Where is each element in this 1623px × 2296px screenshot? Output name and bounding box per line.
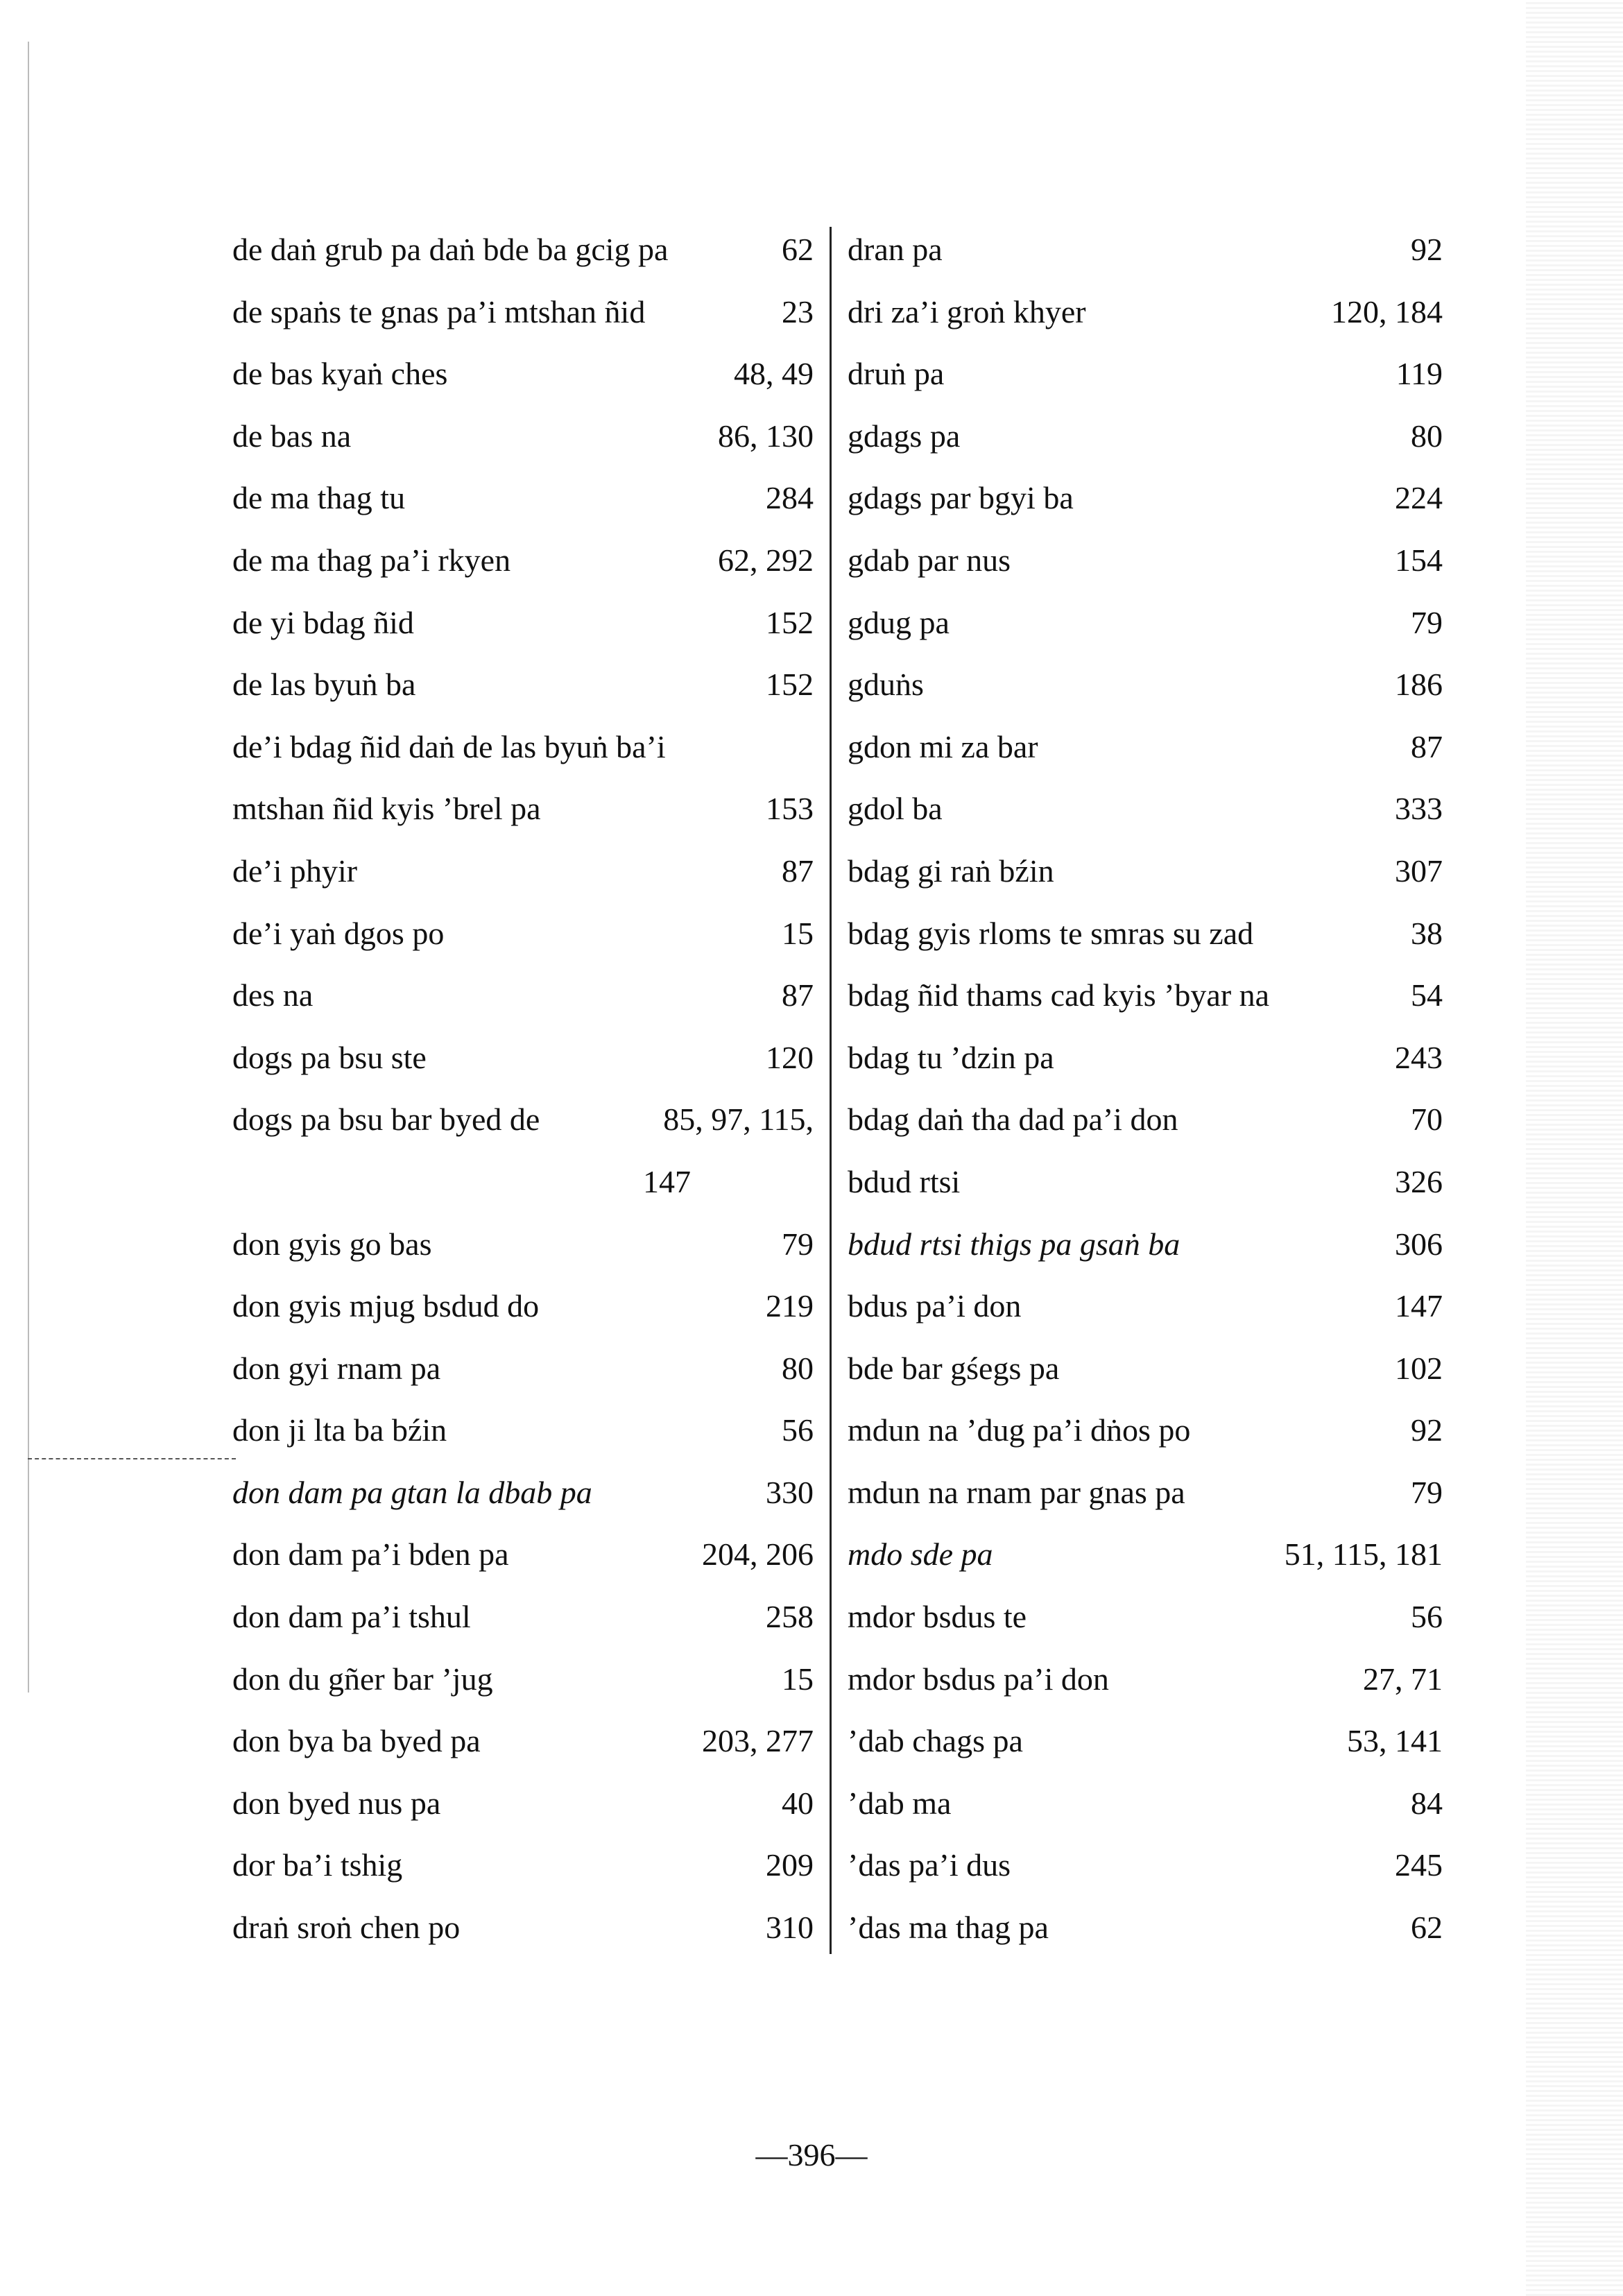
index-pages: 53, 141 <box>1347 1723 1443 1759</box>
index-term: don gyis mjug bsdud do <box>232 1288 540 1324</box>
index-entry <box>232 1275 814 1337</box>
index-entry <box>848 964 1443 1027</box>
index-pages: 326 <box>1395 1163 1443 1199</box>
index-term: mdor bsdus te <box>848 1599 1027 1635</box>
index-term: de las byuṅ ba <box>232 667 416 703</box>
index-pages: 330 <box>766 1474 814 1510</box>
index-pages: 245 <box>1395 1847 1443 1883</box>
index-term: don bya ba byed pa <box>232 1723 481 1759</box>
index-entry <box>848 592 1443 654</box>
index-entry <box>848 1710 1443 1772</box>
index-term: mtshan ñid kyis ’brel pa <box>232 791 541 827</box>
index-entry <box>232 1834 814 1896</box>
index-entry <box>848 1523 1443 1586</box>
index-entry <box>848 1027 1443 1089</box>
index-pages: 85, 97, 115, <box>663 1102 814 1138</box>
index-term: de daṅ grub pa daṅ bde ba gcig pa <box>232 232 669 267</box>
index-term: de’i phyir <box>232 853 358 889</box>
index-pages: 258 <box>766 1599 814 1635</box>
index-term: don ji lta ba bźin <box>232 1412 447 1448</box>
index-term: bdag daṅ tha dad pa’i don <box>848 1102 1178 1138</box>
index-pages: 219 <box>766 1288 814 1324</box>
index-entry <box>232 1462 814 1524</box>
index-entry <box>232 1088 814 1151</box>
index-term: de’i yaṅ dgos po <box>232 915 445 951</box>
index-term: gdab par nus <box>848 542 1011 578</box>
index-term: de ma thag tu <box>232 480 406 516</box>
index-pages: 87 <box>782 977 814 1013</box>
index-term: mdun na rnam par gnas pa <box>848 1474 1185 1510</box>
index-term: dor ba’i tshig <box>232 1847 403 1883</box>
index-entry <box>232 1151 814 1213</box>
index-pages: 54 <box>1411 977 1443 1013</box>
index-entry <box>848 467 1443 529</box>
index-pages: 186 <box>1395 667 1443 703</box>
index-entry <box>232 1399 814 1462</box>
index-entry <box>848 1088 1443 1151</box>
index-pages: 119 <box>1396 356 1443 392</box>
index-term: gduṅs <box>848 667 924 703</box>
index-entry <box>232 964 814 1027</box>
index-entry <box>848 653 1443 716</box>
index-pages: 224 <box>1395 480 1443 516</box>
index-term: ’dab chags pa <box>848 1723 1023 1759</box>
index-entry <box>232 281 814 343</box>
index-pages: 102 <box>1395 1350 1443 1386</box>
index-pages: 27, 71 <box>1363 1661 1443 1697</box>
index-pages: 56 <box>782 1412 814 1448</box>
index-pages: 62 <box>782 232 814 267</box>
index-term: ’dab ma <box>848 1785 952 1821</box>
index-term: mdun na ’dug pa’i dṅos po <box>848 1412 1191 1448</box>
index-term: de ma thag pa’i rkyen <box>232 542 511 578</box>
index-entry <box>848 405 1443 468</box>
index-term: don gyis go bas <box>232 1226 432 1262</box>
index-entry <box>848 1337 1443 1400</box>
index-pages: 284 <box>766 480 814 516</box>
index-entry <box>848 1399 1443 1462</box>
index-term: dran pa <box>848 232 943 267</box>
index-entry <box>848 716 1443 778</box>
index-entry <box>232 529 814 592</box>
index-entry <box>848 1772 1443 1835</box>
index-term: druṅ pa <box>848 356 945 392</box>
index-term: gdon mi za bar <box>848 728 1038 764</box>
index-pages: 92 <box>1411 1412 1443 1448</box>
index-entry <box>848 281 1443 343</box>
index-term: don dam pa’i tshul <box>232 1599 471 1635</box>
index-pages: 152 <box>766 667 814 703</box>
index-entry <box>232 1337 814 1400</box>
index-entry <box>232 1896 814 1959</box>
column-divider <box>830 227 832 1954</box>
index-term: bdud rtsi thigs pa gsaṅ ba <box>848 1226 1180 1262</box>
index-pages: 80 <box>782 1350 814 1386</box>
index-pages: 62 <box>1411 1910 1443 1946</box>
index-term: mdo sde pa <box>848 1536 993 1573</box>
index-pages: 154 <box>1395 542 1443 578</box>
index-entry <box>232 1648 814 1711</box>
index-pages: 333 <box>1395 791 1443 827</box>
index-entry <box>232 902 814 965</box>
index-term: don du gñer bar ’jug <box>232 1661 493 1697</box>
index-term: don dam pa’i bden pa <box>232 1536 509 1573</box>
index-term: don gyi rnam pa <box>232 1350 441 1386</box>
index-term: de spaṅs te gnas pa’i mtshan ñid <box>232 293 646 329</box>
index-term: gdol ba <box>848 791 943 827</box>
index-entry <box>232 219 814 281</box>
index-term: de bas na <box>232 418 352 454</box>
index-pages: 23 <box>782 293 814 329</box>
index-entry <box>848 1462 1443 1524</box>
index-pages: 209 <box>766 1847 814 1883</box>
index-term: de’i bdag ñid daṅ de las byuṅ ba’i <box>232 728 666 764</box>
page-number: —396— <box>755 2137 868 2173</box>
index-entry <box>232 405 814 468</box>
index-pages: 62, 292 <box>718 542 814 578</box>
index-pages: 204, 206 <box>702 1536 814 1573</box>
index-pages: 56 <box>1411 1599 1443 1635</box>
index-entry <box>232 1772 814 1835</box>
index-entry <box>848 1586 1443 1648</box>
index-entry <box>848 1834 1443 1896</box>
index-term: draṅ sroṅ chen po <box>232 1910 461 1946</box>
index-entry <box>848 529 1443 592</box>
index-pages: 40 <box>782 1785 814 1821</box>
index-entry <box>232 467 814 529</box>
index-entry <box>232 716 814 778</box>
index-entry <box>848 1275 1443 1337</box>
index-entry <box>232 840 814 902</box>
index-pages: 152 <box>766 604 814 640</box>
index-entry <box>848 219 1443 281</box>
index-pages: 87 <box>1411 728 1443 764</box>
index-term: bde bar gśegs pa <box>848 1350 1060 1386</box>
index-term: bdag gyis rloms te smras su zad <box>848 915 1254 951</box>
index-entry <box>232 1027 814 1089</box>
index-entry <box>848 343 1443 405</box>
index-pages: 203, 277 <box>702 1723 814 1759</box>
index-pages: 70 <box>1411 1102 1443 1138</box>
index-column-right <box>848 219 1443 1959</box>
index-entry <box>232 653 814 716</box>
index-pages: 86, 130 <box>718 418 814 454</box>
index-pages: 87 <box>782 853 814 889</box>
index-term: gdags pa <box>848 418 961 454</box>
index-pages: 15 <box>782 915 814 951</box>
index-entry <box>232 1213 814 1276</box>
index-entry <box>232 343 814 405</box>
index-pages: 48, 49 <box>734 356 814 392</box>
index-term: don dam pa gtan la dbab pa <box>232 1474 592 1510</box>
index-pages: 243 <box>1395 1039 1443 1075</box>
index-term: dogs pa bsu bar byed de <box>232 1102 540 1138</box>
index-term: de bas kyaṅ ches <box>232 356 448 392</box>
index-pages: 147 <box>643 1163 691 1199</box>
index-pages: 153 <box>766 791 814 827</box>
index-entry <box>232 1586 814 1648</box>
index-term: bdag gi raṅ bźin <box>848 853 1054 889</box>
index-pages: 51, 115, 181 <box>1284 1536 1443 1573</box>
index-pages: 84 <box>1411 1785 1443 1821</box>
index-term: bdud rtsi <box>848 1163 961 1199</box>
index-term: bdag tu ’dzin pa <box>848 1039 1054 1075</box>
index-term: mdor bsdus pa’i don <box>848 1661 1109 1697</box>
index-term: gdug pa <box>848 604 950 640</box>
index-term: bdag ñid thams cad kyis ’byar na <box>848 977 1270 1013</box>
index-pages: 147 <box>1395 1288 1443 1324</box>
index-pages: 15 <box>782 1661 814 1697</box>
index-pages: 306 <box>1395 1226 1443 1262</box>
index-entry <box>232 778 814 840</box>
index-term: bdus pa’i don <box>848 1288 1022 1324</box>
index-entry <box>848 840 1443 902</box>
index-pages: 79 <box>1411 604 1443 640</box>
index-entry <box>848 1213 1443 1276</box>
index-entry <box>848 1896 1443 1959</box>
index-term: ’das ma thag pa <box>848 1910 1049 1946</box>
index-term: des na <box>232 977 314 1013</box>
index-term: gdags par bgyi ba <box>848 480 1074 516</box>
index-pages: 80 <box>1411 418 1443 454</box>
scan-dashed-mark <box>28 1458 236 1459</box>
index-entry <box>848 1151 1443 1213</box>
index-pages: 310 <box>766 1910 814 1946</box>
index-pages: 92 <box>1411 232 1443 267</box>
index-entry <box>232 1710 814 1772</box>
index-term: de yi bdag ñid <box>232 604 414 640</box>
index-pages: 307 <box>1395 853 1443 889</box>
index-column-left <box>232 219 814 1959</box>
index-pages: 79 <box>1411 1474 1443 1510</box>
page-edge-line <box>28 42 29 1693</box>
index-entry <box>232 1523 814 1586</box>
index-term: ’das pa’i dus <box>848 1847 1011 1883</box>
scan-noise-strip <box>1526 0 1623 2296</box>
index-entry <box>848 902 1443 965</box>
index-term: dri za’i groṅ khyer <box>848 293 1086 329</box>
index-pages: 38 <box>1411 915 1443 951</box>
index-pages: 79 <box>782 1226 814 1262</box>
index-entry <box>848 778 1443 840</box>
index-term: dogs pa bsu ste <box>232 1039 427 1075</box>
index-pages: 120 <box>766 1039 814 1075</box>
index-pages: 120, 184 <box>1331 293 1443 329</box>
index-term: don byed nus pa <box>232 1785 441 1821</box>
index-entry <box>232 592 814 654</box>
index-entry <box>848 1648 1443 1711</box>
